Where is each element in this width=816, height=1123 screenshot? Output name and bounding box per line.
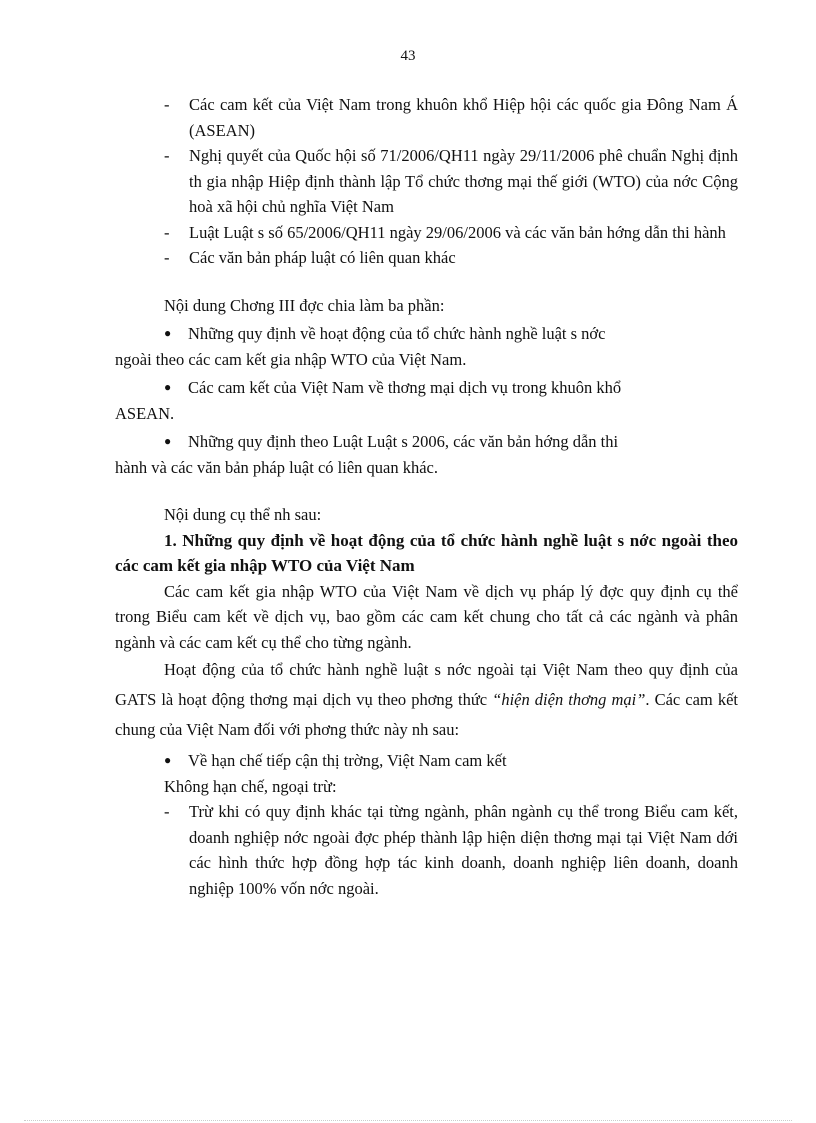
bullet-text-cont: hành và các văn bản pháp luật có liên quan khác. bbox=[115, 457, 438, 477]
bullet-text: Những quy định theo Luật Luật s 2006, các văn bản hớng dẫn thi bbox=[188, 432, 619, 451]
bullet-icon: ● bbox=[164, 380, 172, 394]
page-bottom-divider bbox=[24, 1120, 792, 1121]
page-number: 43 bbox=[400, 48, 416, 64]
dash-marker: - bbox=[164, 802, 170, 821]
paragraph: Các cam kết gia nhập WTO của Việt Nam về dịch vụ pháp lý đợc quy định cụ thể trong Biểu cam kết về dịch vụ, bao gồm các cam kết chung cho tất cả các ngành và phân ngành và các cam kết cụ thể cho từng ngành. bbox=[115, 581, 738, 652]
list-item-text: Luật Luật s số 65/2006/QH11 ngày 29/06/2006 và các văn bản hớng dẫn thi hành bbox=[189, 222, 726, 242]
dash-marker: - bbox=[164, 222, 170, 242]
list-item bbox=[115, 143, 738, 220]
list-item-text: Trừ khi có quy định khác tại từng ngành, phân ngành cụ thể trong Biểu cam kết, doanh nghiệp nớc ngoài đợc phép thành lập hiện diện thơng mại tại Việt Nam dới các hình thức hợp đồng hợp tác kinh doanh, doanh nghiệp liên doanh, doanh nghiệp 100% vốn nớc ngoài. bbox=[189, 802, 738, 898]
dash-marker: - bbox=[164, 146, 170, 165]
bullet-text: Về hạn chế tiếp cận thị trờng, Việt Nam cam kết bbox=[188, 751, 507, 770]
dash-marker: - bbox=[164, 248, 170, 267]
italic-term: “hiện diện thơng mại” bbox=[492, 690, 646, 709]
paragraph bbox=[115, 655, 738, 745]
bullet-icon: ● bbox=[164, 326, 172, 340]
dash-marker: - bbox=[164, 95, 170, 114]
document-body bbox=[115, 92, 738, 901]
list-item-text: Nghị quyết của Quốc hội số 71/2006/QH11 ngày 29/11/2006 phê chuẩn Nghị định th gia nhập Hiệp định thành lập Tổ chức thơng mại thế giới (WTO) của nớc Cộng hoà xã hội chủ nghĩa Việt Nam bbox=[189, 146, 738, 216]
list-item bbox=[115, 799, 738, 901]
bullet-icon: ● bbox=[164, 753, 172, 767]
bullet-item bbox=[164, 745, 738, 774]
bullet-item bbox=[115, 426, 738, 480]
list-item-text: Các cam kết của Việt Nam trong khuôn khổ Hiệp hội các quốc gia Đông Nam Á (ASEAN) bbox=[189, 95, 738, 140]
bullet-text-cont: ngoài theo các cam kết gia nhập WTO của Việt Nam. bbox=[115, 349, 467, 369]
bullet-icon: ● bbox=[164, 434, 172, 448]
paragraph-text: Hoạt động của tổ chức hành nghề luật s nớc ngoài tại Việt Nam theo quy định của GATS là hoạt động thơng mại dịch vụ theo phơng thức bbox=[115, 660, 738, 709]
section-heading: 1. Những quy định về hoạt động của tổ chức hành nghề luật s nớc ngoài theo các cam kết gia nhập WTO của Việt Nam bbox=[115, 530, 738, 575]
no-limit-line: Không hạn chế, ngoại trừ: bbox=[164, 776, 337, 796]
list-item bbox=[115, 245, 738, 271]
list-item-text: Các văn bản pháp luật có liên quan khác bbox=[189, 248, 456, 267]
bullet-item bbox=[115, 318, 738, 372]
bullet-text-cont: ASEAN. bbox=[115, 403, 175, 423]
bullet-text: Các cam kết của Việt Nam về thơng mại dịch vụ trong khuôn khổ bbox=[188, 378, 622, 397]
bullet-item bbox=[115, 372, 738, 426]
section-intro: Nội dung Chơng III đợc chia làm ba phần: bbox=[164, 295, 445, 315]
detail-intro: Nội dung cụ thể nh sau: bbox=[164, 505, 322, 524]
paragraph-text: . Các cam kết chung của Việt Nam đối với phơng thức này nh sau: bbox=[115, 690, 738, 739]
list-item bbox=[115, 92, 738, 143]
bullet-text: Những quy định về hoạt động của tổ chức hành nghề luật s nớc bbox=[188, 324, 606, 343]
list-item bbox=[115, 220, 738, 246]
